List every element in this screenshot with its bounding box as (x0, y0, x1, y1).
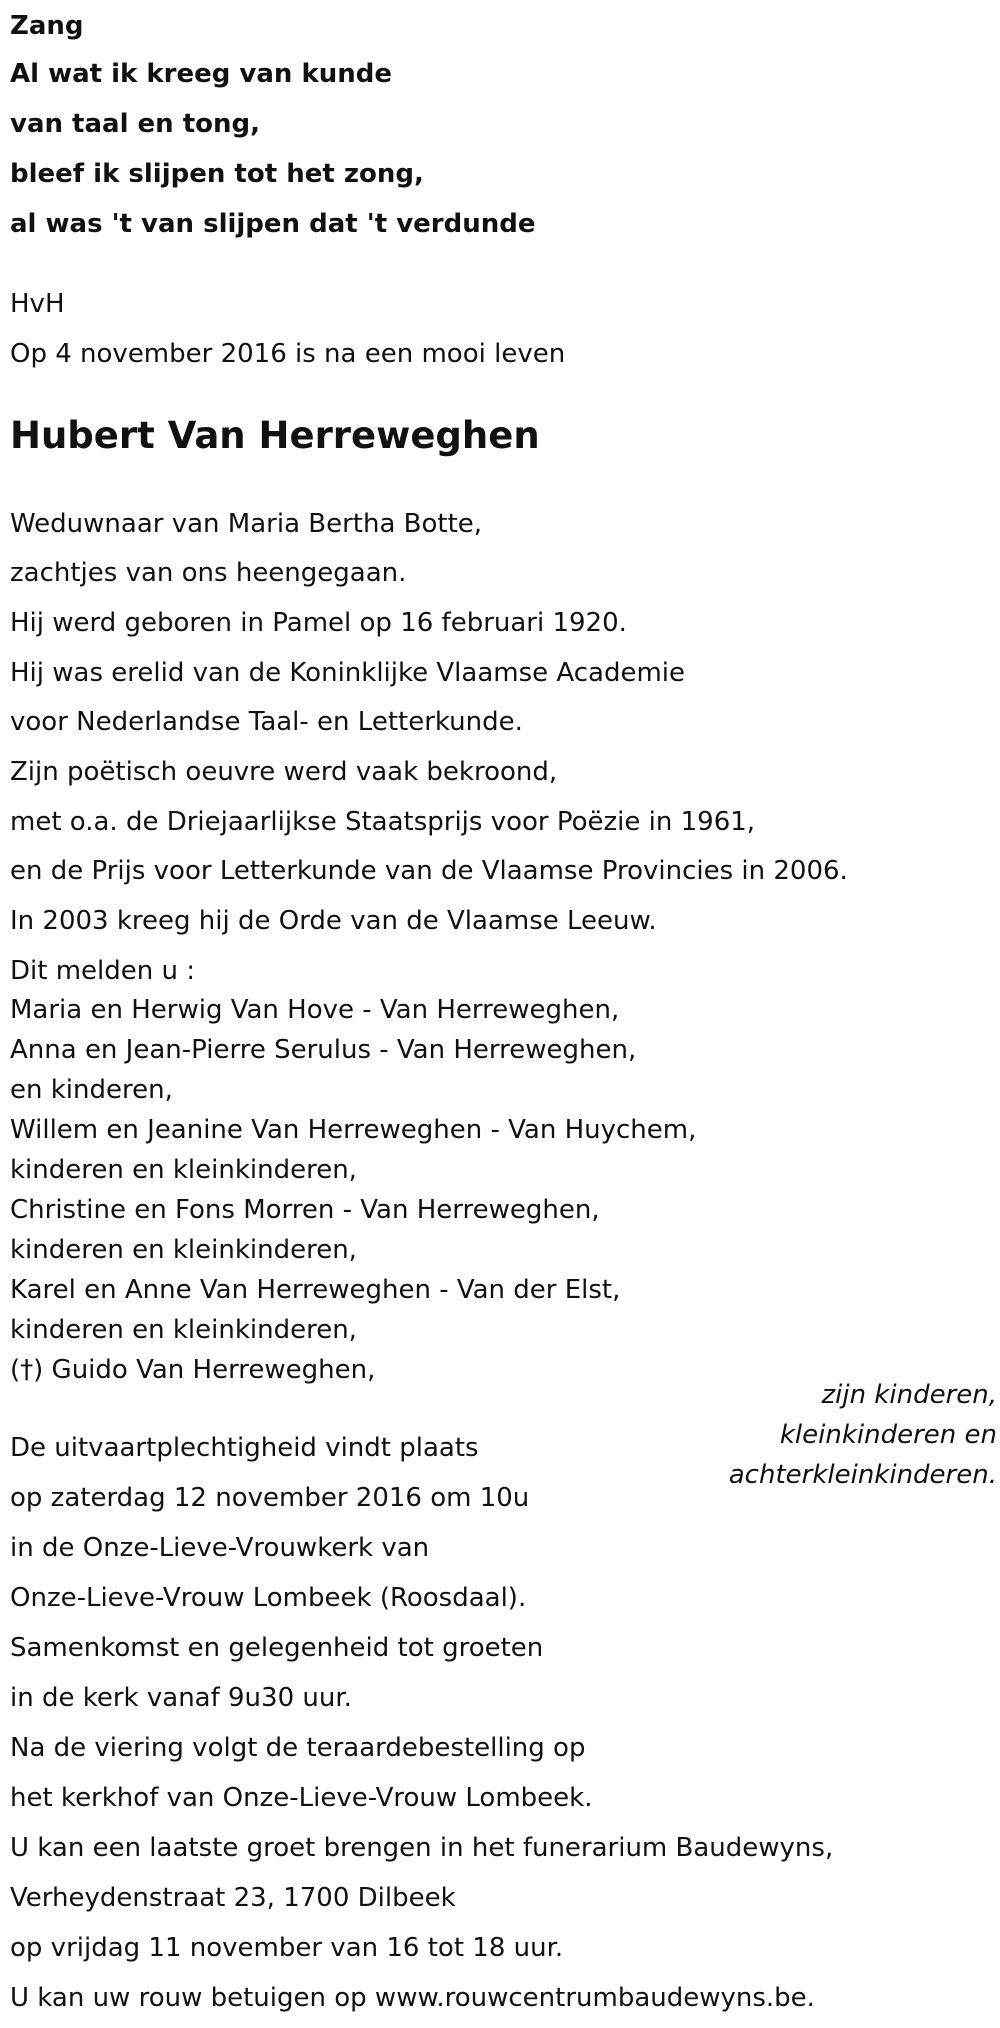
bio-line: zachtjes van ons heengegaan. (10, 558, 407, 588)
bio-line: Zijn poëtisch oeuvre werd vaak bekroond, (10, 757, 558, 787)
funeral-line: het kerkhof van Onze-Lieve-Vrouw Lombeek. (10, 1783, 593, 1813)
announcer-line: en kinderen, (10, 1075, 173, 1105)
poem-signature: HvH (10, 289, 65, 319)
relatives-note-line: zijn kinderen, (821, 1380, 997, 1410)
bio-line: en de Prijs voor Letterkunde van de Vlaamse Provincies in 2006. (10, 856, 848, 886)
announcer-line: kinderen en kleinkinderen, (10, 1315, 357, 1345)
funeral-line: op zaterdag 12 november 2016 om 10u (10, 1483, 530, 1513)
announcer-line: Willem en Jeanine Van Herreweghen - Van Huychem, (10, 1115, 697, 1145)
funeral-line: in de Onze-Lieve-Vrouwkerk van (10, 1533, 430, 1563)
poem-line: van taal en tong, (10, 109, 261, 139)
funeral-line: U kan uw rouw betuigen op www.rouwcentrumbaudewyns.be. (10, 1983, 815, 2013)
deceased-name: Hubert Van Herreweghen (10, 414, 540, 457)
relatives-note-line: achterkleinkinderen. (728, 1460, 997, 1490)
bio-line: Weduwnaar van Maria Bertha Botte, (10, 509, 483, 539)
announcer-line: kinderen en kleinkinderen, (10, 1235, 357, 1265)
relatives-note-line: kleinkinderen en (779, 1420, 997, 1450)
funeral-line: in de kerk vanaf 9u30 uur. (10, 1683, 352, 1713)
bio-line: Hij was erelid van de Koninklijke Vlaamse Academie (10, 658, 685, 688)
relatives-note (677, 1375, 997, 1495)
funeral-line: op vrijdag 11 november van 16 tot 18 uur. (10, 1933, 564, 1963)
funeral-line: U kan een laatste groet brengen in het funerarium Baudewyns, (10, 1833, 834, 1863)
funeral-line: Na de viering volgt de teraardebestelling op (10, 1733, 586, 1763)
poem-line: Al wat ik kreeg van kunde (10, 59, 393, 89)
announcers-label: Dit melden u : (10, 956, 195, 986)
announcer-line: kinderen en kleinkinderen, (10, 1155, 357, 1185)
announcer-line: Karel en Anne Van Herreweghen - Van der Elst, (10, 1275, 621, 1305)
intro-text: Op 4 november 2016 is na een mooi leven (10, 339, 566, 369)
bio-line: voor Nederlandse Taal- en Letterkunde. (10, 707, 523, 737)
poem-line: bleef ik slijpen tot het zong, (10, 159, 424, 189)
bio-line: met o.a. de Driejaarlijkse Staatsprijs voor Poëzie in 1961, (10, 807, 756, 837)
funeral-line: De uitvaartplechtigheid vindt plaats (10, 1433, 479, 1463)
poem-line: al was 't van slijpen dat 't verdunde (10, 209, 536, 239)
poem-title: Zang (10, 11, 84, 41)
bio-line: In 2003 kreeg hij de Orde van de Vlaamse Leeuw. (10, 906, 657, 936)
announcer-line: Anna en Jean-Pierre Serulus - Van Herreweghen, (10, 1035, 637, 1065)
funeral-line: Verheydenstraat 23, 1700 Dilbeek (10, 1883, 456, 1913)
bio-line: Hij werd geboren in Pamel op 16 februari 1920. (10, 608, 627, 638)
announcer-line: (†) Guido Van Herreweghen, (10, 1355, 376, 1385)
funeral-line: Samenkomst en gelegenheid tot groeten (10, 1633, 544, 1663)
announcer-line: Maria en Herwig Van Hove - Van Herreweghen, (10, 995, 620, 1025)
funeral-line: Onze-Lieve-Vrouw Lombeek (Roosdaal). (10, 1583, 527, 1613)
announcer-line: Christine en Fons Morren - Van Herreweghen, (10, 1195, 600, 1225)
